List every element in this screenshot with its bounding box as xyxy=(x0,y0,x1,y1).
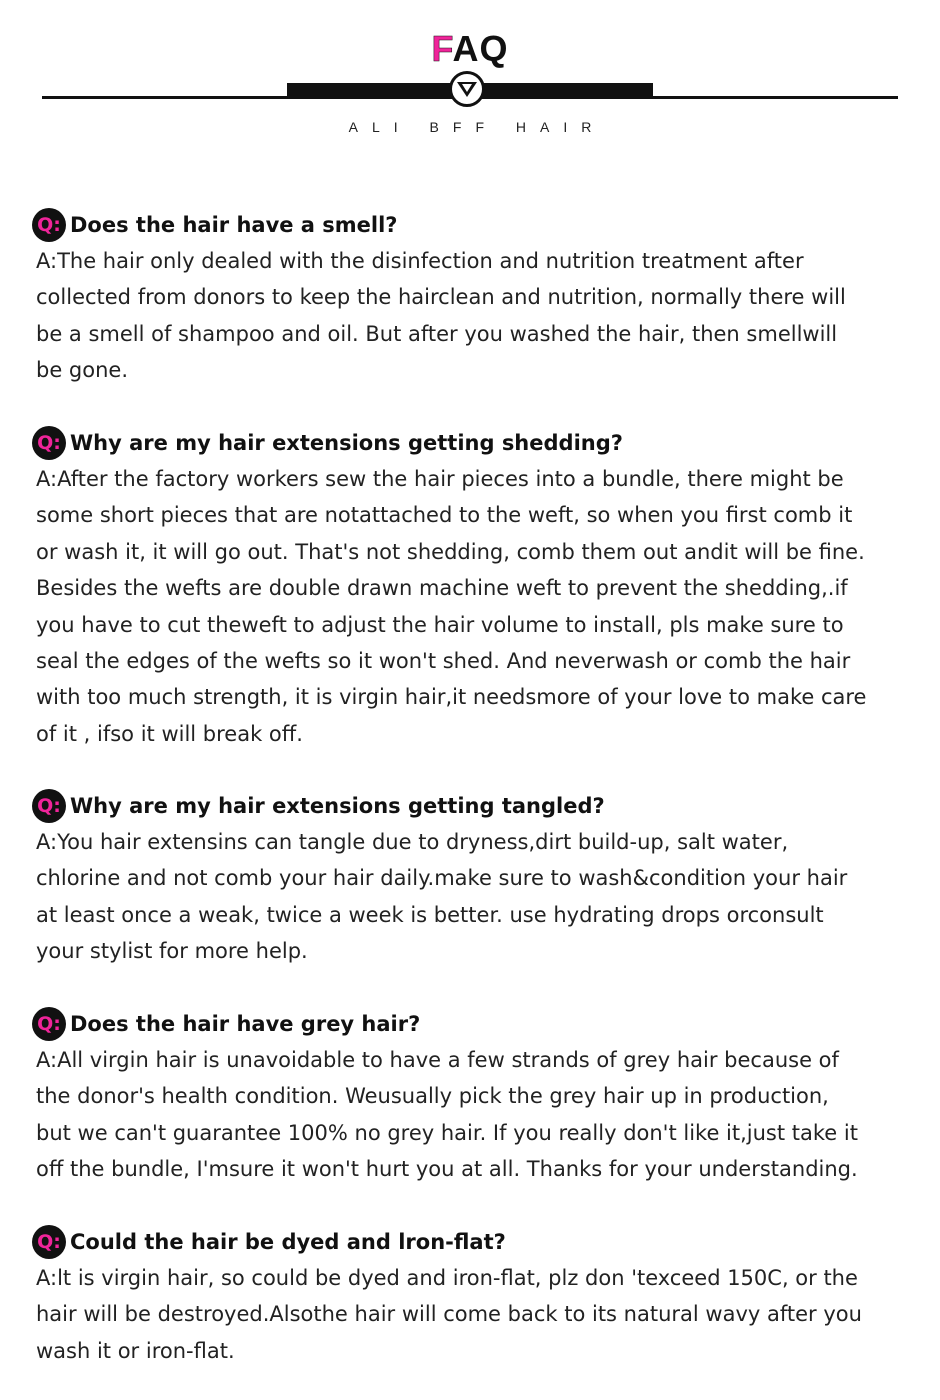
answer-text: A:lt is virgin hair, so could be dyed and iron-flat, plz don 'texceed 150C, or the hair will be destroyed.Alsothe hair will come back to its natural wavy after you wash it or iron-flat. xyxy=(36,1266,862,1363)
question-text: Does the hair have a smell? xyxy=(70,213,398,237)
question-text: Does the hair have grey hair? xyxy=(70,1012,421,1036)
question-badge: Q: xyxy=(32,426,66,460)
faq-item xyxy=(32,1224,922,1369)
faq-item xyxy=(32,207,922,389)
page-title xyxy=(0,28,940,70)
faq-item xyxy=(32,425,922,752)
faq-item xyxy=(32,788,922,970)
brand-name: ALI BFF HAIR xyxy=(348,119,606,135)
question-row xyxy=(32,1006,922,1042)
question-badge: Q: xyxy=(32,208,66,242)
question-badge: Q: xyxy=(32,1007,66,1041)
faq-item xyxy=(32,1006,922,1188)
chevron-down-icon xyxy=(456,79,478,99)
question-badge: Q: xyxy=(32,789,66,823)
chevron-down-circle-icon xyxy=(449,71,485,107)
question-row xyxy=(32,788,922,824)
question-row xyxy=(32,207,922,243)
answer-text: A:The hair only dealed with the disinfection and nutrition treatment after collected from donors to keep the hairclean and nutrition, normally there will be a smell of shampoo and oil. But after you washed the hair, then smellwill be gone. xyxy=(36,249,846,383)
question-badge: Q: xyxy=(32,1225,66,1259)
question-text: Why are my hair extensions getting tangled? xyxy=(70,794,605,818)
question-text: Could the hair be dyed and lron-flat? xyxy=(70,1230,506,1254)
question-row xyxy=(32,1224,922,1260)
title-first-letter: F xyxy=(431,28,453,69)
answer-text: A:After the factory workers sew the hair pieces into a bundle, there might be some short pieces that are notattached to the weft, so when you first comb it or wash it, it will go out. That's not shedding, comb them out andit will be fine. Besides the wefts are double drawn machine weft to prevent the shedding,.if you have to cut theweft to adjust the hair volume to install, pls make sure to seal the edges of the wefts so it won't shed. And neverwash or comb the hair with too much strength, it is virgin hair,it needsmore of your love to make care of it , ifso it will break off. xyxy=(36,467,867,746)
question-row xyxy=(32,425,922,461)
answer-text: A:All virgin hair is unavoidable to have a few strands of grey hair because of the donor's health condition. Weusually pick the grey hair up in production, but we can't guarantee 100% no grey hair. If you really don't like it,just take it off the bundle, I'msure it won't hurt you at all. Thanks for your understanding. xyxy=(36,1048,858,1182)
answer-text: A:You hair extensins can tangle due to dryness,dirt build-up, salt water, chlorine and not comb your hair daily.make sure to wash&condition your hair at least once a weak, twice a week is better. use hydrating drops orconsult your stylist for more help. xyxy=(36,830,848,964)
faq-header xyxy=(0,0,940,160)
title-rest: AQ xyxy=(452,28,509,69)
question-text: Why are my hair extensions getting shedding? xyxy=(70,431,623,455)
